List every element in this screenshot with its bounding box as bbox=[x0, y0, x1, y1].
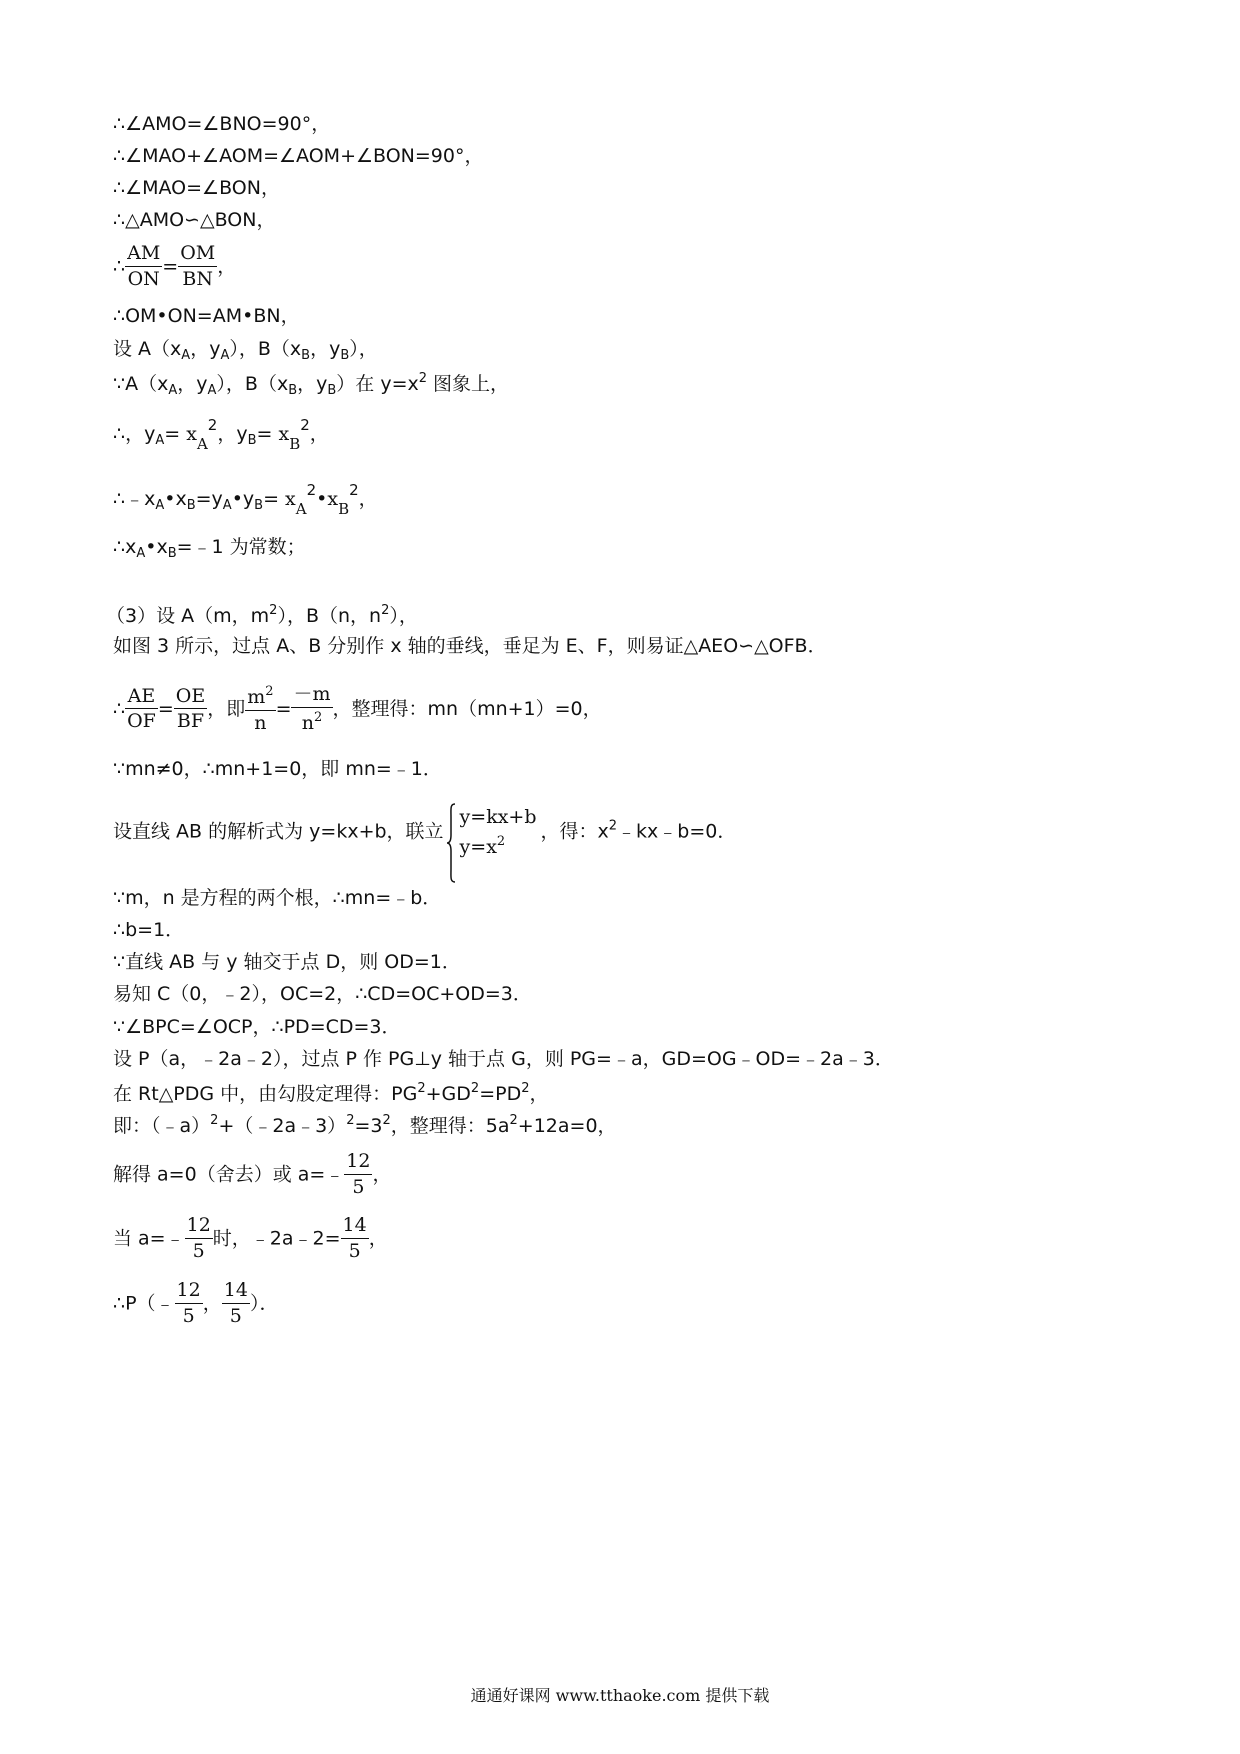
line-23: 在 Rt△PDG 中，由勾股定理得：$PG^2+GD^2=PD^2$， bbox=[113, 1081, 549, 1105]
line-21: ∵∠BPC=∠OCP，∴PD=CD=3． bbox=[113, 1016, 401, 1038]
line-11: $\therefore x_A•x_B=﹣1$ 为常数； bbox=[113, 536, 306, 561]
fraction-14-5: $\frac{14}{5}$ bbox=[342, 1214, 367, 1262]
equation-system: y=kx+b $y=x^2$ bbox=[446, 803, 537, 861]
fraction-m2-n: $\frac{m^2}{n}$ bbox=[247, 684, 274, 734]
line-8: $\because A(x_A$，$y_A$），$B(x_B$，$y_B$）在 $y=x^2$ 图象上， bbox=[113, 371, 510, 398]
line-4: ∴△AMO∽△BON， bbox=[113, 209, 276, 231]
line-24: 即：$(﹣a)^2+(﹣2a﹣3)^2=3^2$，整理得：$5a^2+12a=0$， bbox=[113, 1113, 617, 1137]
line-19: ∵直线 AB 与 y 轴交于点 D，则 OD=1． bbox=[113, 951, 461, 973]
fraction-ae-of: $\frac{AE}{OF}$ bbox=[127, 684, 156, 733]
line-15: ∵mn≠0，∴mn+1=0，即 mn=﹣1． bbox=[113, 758, 442, 780]
line-3: ∴∠MAO=∠BON， bbox=[113, 177, 280, 199]
page-footer: 通通好课网 www.tthaoke.com 提供下载 bbox=[470, 1686, 770, 1705]
line-27: ∴P（﹣ $\frac{12}{5}$ ， $\frac{14}{5}$ ）． bbox=[113, 1279, 279, 1327]
fraction-12-5: $\frac{12}{5}$ bbox=[186, 1214, 211, 1262]
line-10: $\therefore﹣x_A•x_B=y_A•y_B=$ $x_A^2•x_B^2$， bbox=[113, 481, 378, 518]
line-5: ∴ $\frac{AM}{ON}$ = $\frac{OM}{BN}$ ， bbox=[113, 242, 237, 290]
fraction-om-bn: $\frac{OM}{BN}$ bbox=[180, 242, 216, 290]
fraction-14-5: $\frac{14}{5}$ bbox=[223, 1279, 248, 1327]
line-25: 解得 a=0（舍去）或 a=﹣ $\frac{12}{5}$ ， bbox=[113, 1150, 392, 1198]
line-16: 设直线 AB 的解析式为 y=kx+b，联立 y=kx+b $y=x^2$ ，得：$x^2﹣kx﹣b=0$． bbox=[113, 803, 736, 861]
line-12: （3）设 A（m，$m^2$），B（n，$n^2$）， bbox=[106, 603, 418, 627]
line-1: ∴∠AMO=∠BNO=90°， bbox=[113, 113, 331, 135]
line-22: 设 P（a，﹣2a﹣2），过点 P 作 PG⊥y 轴于点 G，则 PG=﹣a，GD=OG﹣OD=﹣2a﹣3． bbox=[113, 1048, 894, 1070]
line-17: ∵m，n 是方程的两个根，∴mn=﹣b． bbox=[113, 887, 442, 909]
line-18: ∴b=1． bbox=[113, 919, 185, 941]
fraction-negm-n2: $\frac{-m}{n^2}$ bbox=[293, 683, 331, 734]
line-2: ∴∠MAO+∠AOM=∠AOM+∠BON=90°， bbox=[113, 145, 484, 167]
left-brace-icon bbox=[446, 803, 456, 883]
fraction-am-on: $\frac{AM}{ON}$ bbox=[127, 242, 161, 290]
line-14: ∴ $\frac{AE}{OF}$ = $\frac{OE}{BF}$ ，即 $\frac{m^2}{n}$ = $\frac{-m}{n^2}$ ，整理得：mn（mn+1）=0， bbox=[113, 683, 602, 734]
fraction-12-5: $\frac{12}{5}$ bbox=[176, 1279, 201, 1327]
fraction-12-5: $\frac{12}{5}$ bbox=[346, 1150, 371, 1198]
line-7: 设 $A(x_A$，$y_A$），$B(x_B$，$y_B$）， bbox=[113, 338, 378, 363]
line-26: 当 a=﹣ $\frac{12}{5}$ 时，﹣2a﹣2= $\frac{14}{5}$ ， bbox=[113, 1214, 388, 1262]
line-13: 如图 3 所示，过点 A、B 分别作 x 轴的垂线，垂足为 E、F，则易证△AEO∽△OFB． bbox=[113, 635, 827, 657]
fraction-oe-bf: $\frac{OE}{BF}$ bbox=[175, 684, 206, 733]
line-9: ∴，$y_A= x_A^2$，$y_B= x_B^2$， bbox=[113, 416, 329, 453]
line-20: 易知 C（0，﹣2），OC=2，∴CD=OC+OD=3． bbox=[113, 983, 532, 1005]
line-6: ∴OM•ON=AM•BN， bbox=[113, 305, 300, 327]
